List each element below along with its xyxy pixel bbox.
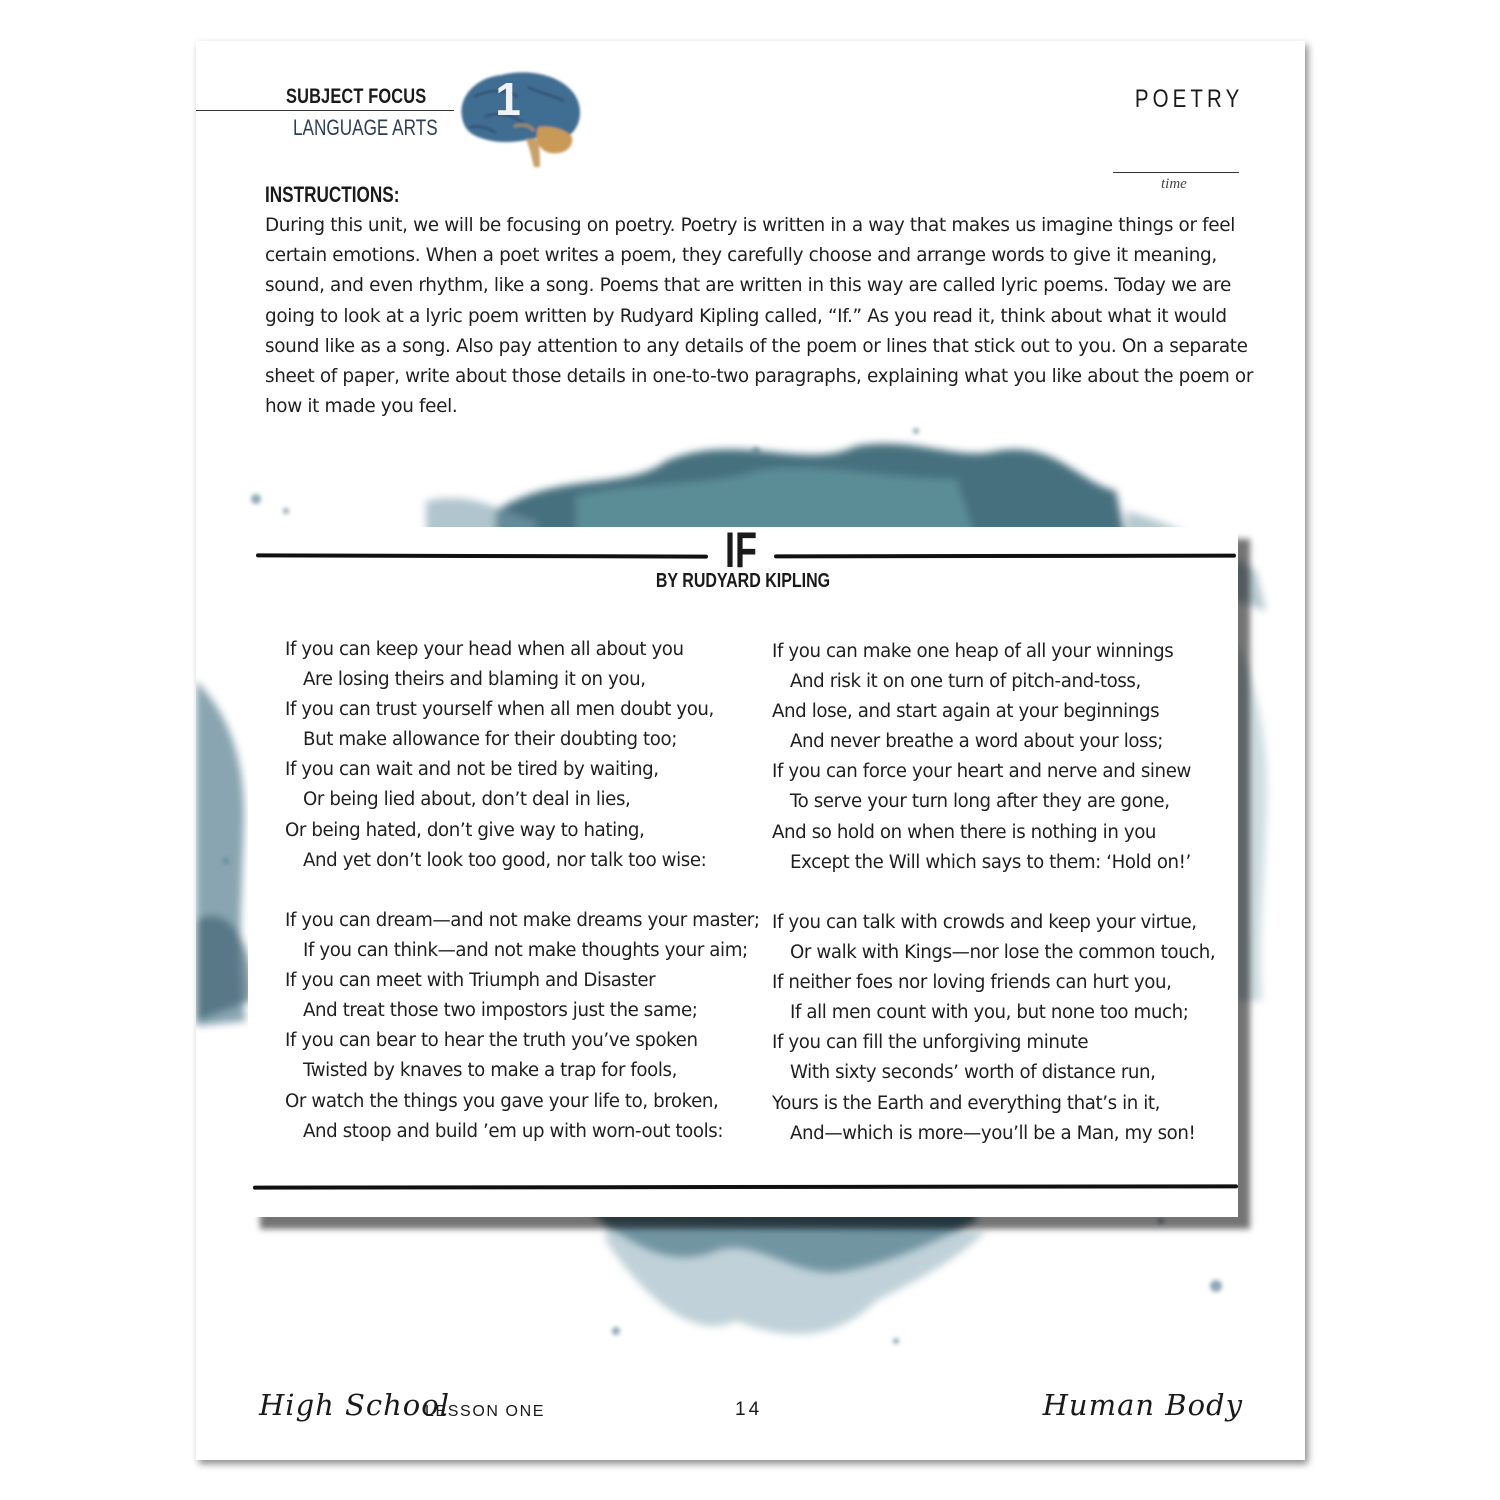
poem-line: Or being lied about, don’t deal in lies,	[303, 789, 631, 811]
poem-line: Except the Will which says to them: ‘Hold on!’	[790, 851, 1191, 873]
stanza-4	[772, 908, 1215, 1149]
poem-line: And risk it on one turn of pitch-and-toss,	[790, 671, 1141, 693]
poem-line: Twisted by knaves to make a trap for fools,	[303, 1060, 677, 1082]
instructions-line: During this unit, we will be focusing on poetry. Poetry is written in a way that makes us imagine things or feel	[265, 215, 1235, 236]
footer-lesson: LESSON ONE	[425, 1403, 546, 1420]
poem-line: If you can think—and not make thoughts your aim;	[303, 940, 748, 962]
instructions-line: how it made you feel.	[265, 396, 458, 418]
section-title: POETRY	[1134, 85, 1243, 113]
poem-line: If you can keep your head when all about you	[285, 639, 684, 660]
stanza-3	[772, 637, 1191, 878]
poem-line: And never breathe a word about your loss;	[790, 731, 1164, 753]
poem-line: If you can force your heart and nerve and sinew	[772, 761, 1191, 783]
poem-line: And lose, and start again at your beginnings	[772, 701, 1160, 723]
poem-line: Or being hated, don’t give way to hating,	[285, 819, 645, 841]
poem-line: If you can fill the unforgiving minute	[772, 1032, 1089, 1054]
poem-line: And—which is more—you’ll be a Man, my son!	[790, 1122, 1196, 1144]
poem-line: Or walk with Kings—nor lose the common touch,	[790, 942, 1216, 964]
instructions-line: sheet of paper, write about those details in one-to-two paragraphs, explaining what you like about the poem or	[265, 366, 1254, 388]
instructions-body	[265, 211, 1254, 422]
instructions-line: sound like as a song. Also pay attention to any details of the poem or lines that stick out to you. On a separate	[265, 335, 1248, 357]
poem-line: If all men count with you, but none too much;	[790, 1002, 1189, 1024]
poem-line: If you can bear to hear the truth you’ve spoken	[285, 1030, 698, 1052]
poem-line: And yet don’t look too good, nor talk too wise:	[303, 849, 707, 871]
brain-icon	[454, 67, 586, 171]
poem-line: Yours is the Earth and everything that’s in it,	[772, 1092, 1161, 1114]
instructions-heading: INSTRUCTIONS:	[265, 182, 400, 207]
poem-line: If you can trust yourself when all men doubt you,	[285, 699, 714, 721]
poem-line: With sixty seconds’ worth of distance run,	[790, 1062, 1156, 1084]
poem-line: If you can make one heap of all your winnings	[772, 641, 1174, 662]
poem-line: And so hold on when there is nothing in you	[772, 821, 1157, 843]
subject-focus-label: SUBJECT FOCUS	[286, 85, 427, 108]
poem-line: If you can wait and not be tired by waiting,	[285, 759, 659, 781]
poem-card	[248, 522, 1238, 1217]
subject-divider	[196, 110, 454, 111]
poem-line: If neither foes nor loving friends can hurt you,	[772, 972, 1172, 994]
poem-line: But make allowance for their doubting too;	[303, 729, 677, 751]
poem-line: If you can talk with crowds and keep your virtue,	[772, 912, 1197, 933]
stanza-1	[285, 635, 714, 876]
stanza-2	[285, 906, 760, 1147]
poem-author: BY RUDYARD KIPLING	[655, 570, 831, 592]
footer-unit: Human Body	[1042, 1388, 1243, 1422]
time-label: time	[1161, 176, 1187, 192]
poem-line: If you can dream—and not make dreams your master;	[285, 910, 760, 931]
subject-number: 1	[495, 73, 521, 125]
poem-line: Or watch the things you gave your life to, broken,	[285, 1090, 719, 1112]
poem-line: If you can meet with Triumph and Disaster	[285, 970, 656, 992]
poem-line: And treat those two impostors just the same;	[303, 1000, 698, 1022]
page-number: 14	[735, 1399, 763, 1420]
instructions-line: sound, and even rhythm, like a song. Poems that are written in this way are called lyric poems. Today we are	[265, 275, 1231, 297]
instructions-line: going to look at a lyric poem written by Rudyard Kipling called, “If.” As you read it, think about what it would	[265, 305, 1227, 327]
worksheet-page	[196, 41, 1305, 1460]
title-rule-left	[256, 553, 708, 558]
poem-line: Are losing theirs and blaming it on you,	[303, 669, 646, 691]
poem-line: To serve your turn long after they are gone,	[790, 791, 1170, 813]
instructions-line: certain emotions. When a poet writes a poem, they carefully choose and arrange words to give it meaning,	[265, 245, 1217, 267]
subject-name: LANGUAGE ARTS	[293, 115, 438, 140]
bottom-rule	[253, 1184, 1238, 1189]
title-rule-right	[774, 554, 1236, 559]
time-entry-line[interactable]	[1113, 172, 1239, 173]
poem-title: IF	[725, 522, 757, 578]
poem-line: And stoop and build ’em up with worn-out tools:	[303, 1120, 724, 1142]
footer-grade: High School	[259, 1388, 451, 1422]
